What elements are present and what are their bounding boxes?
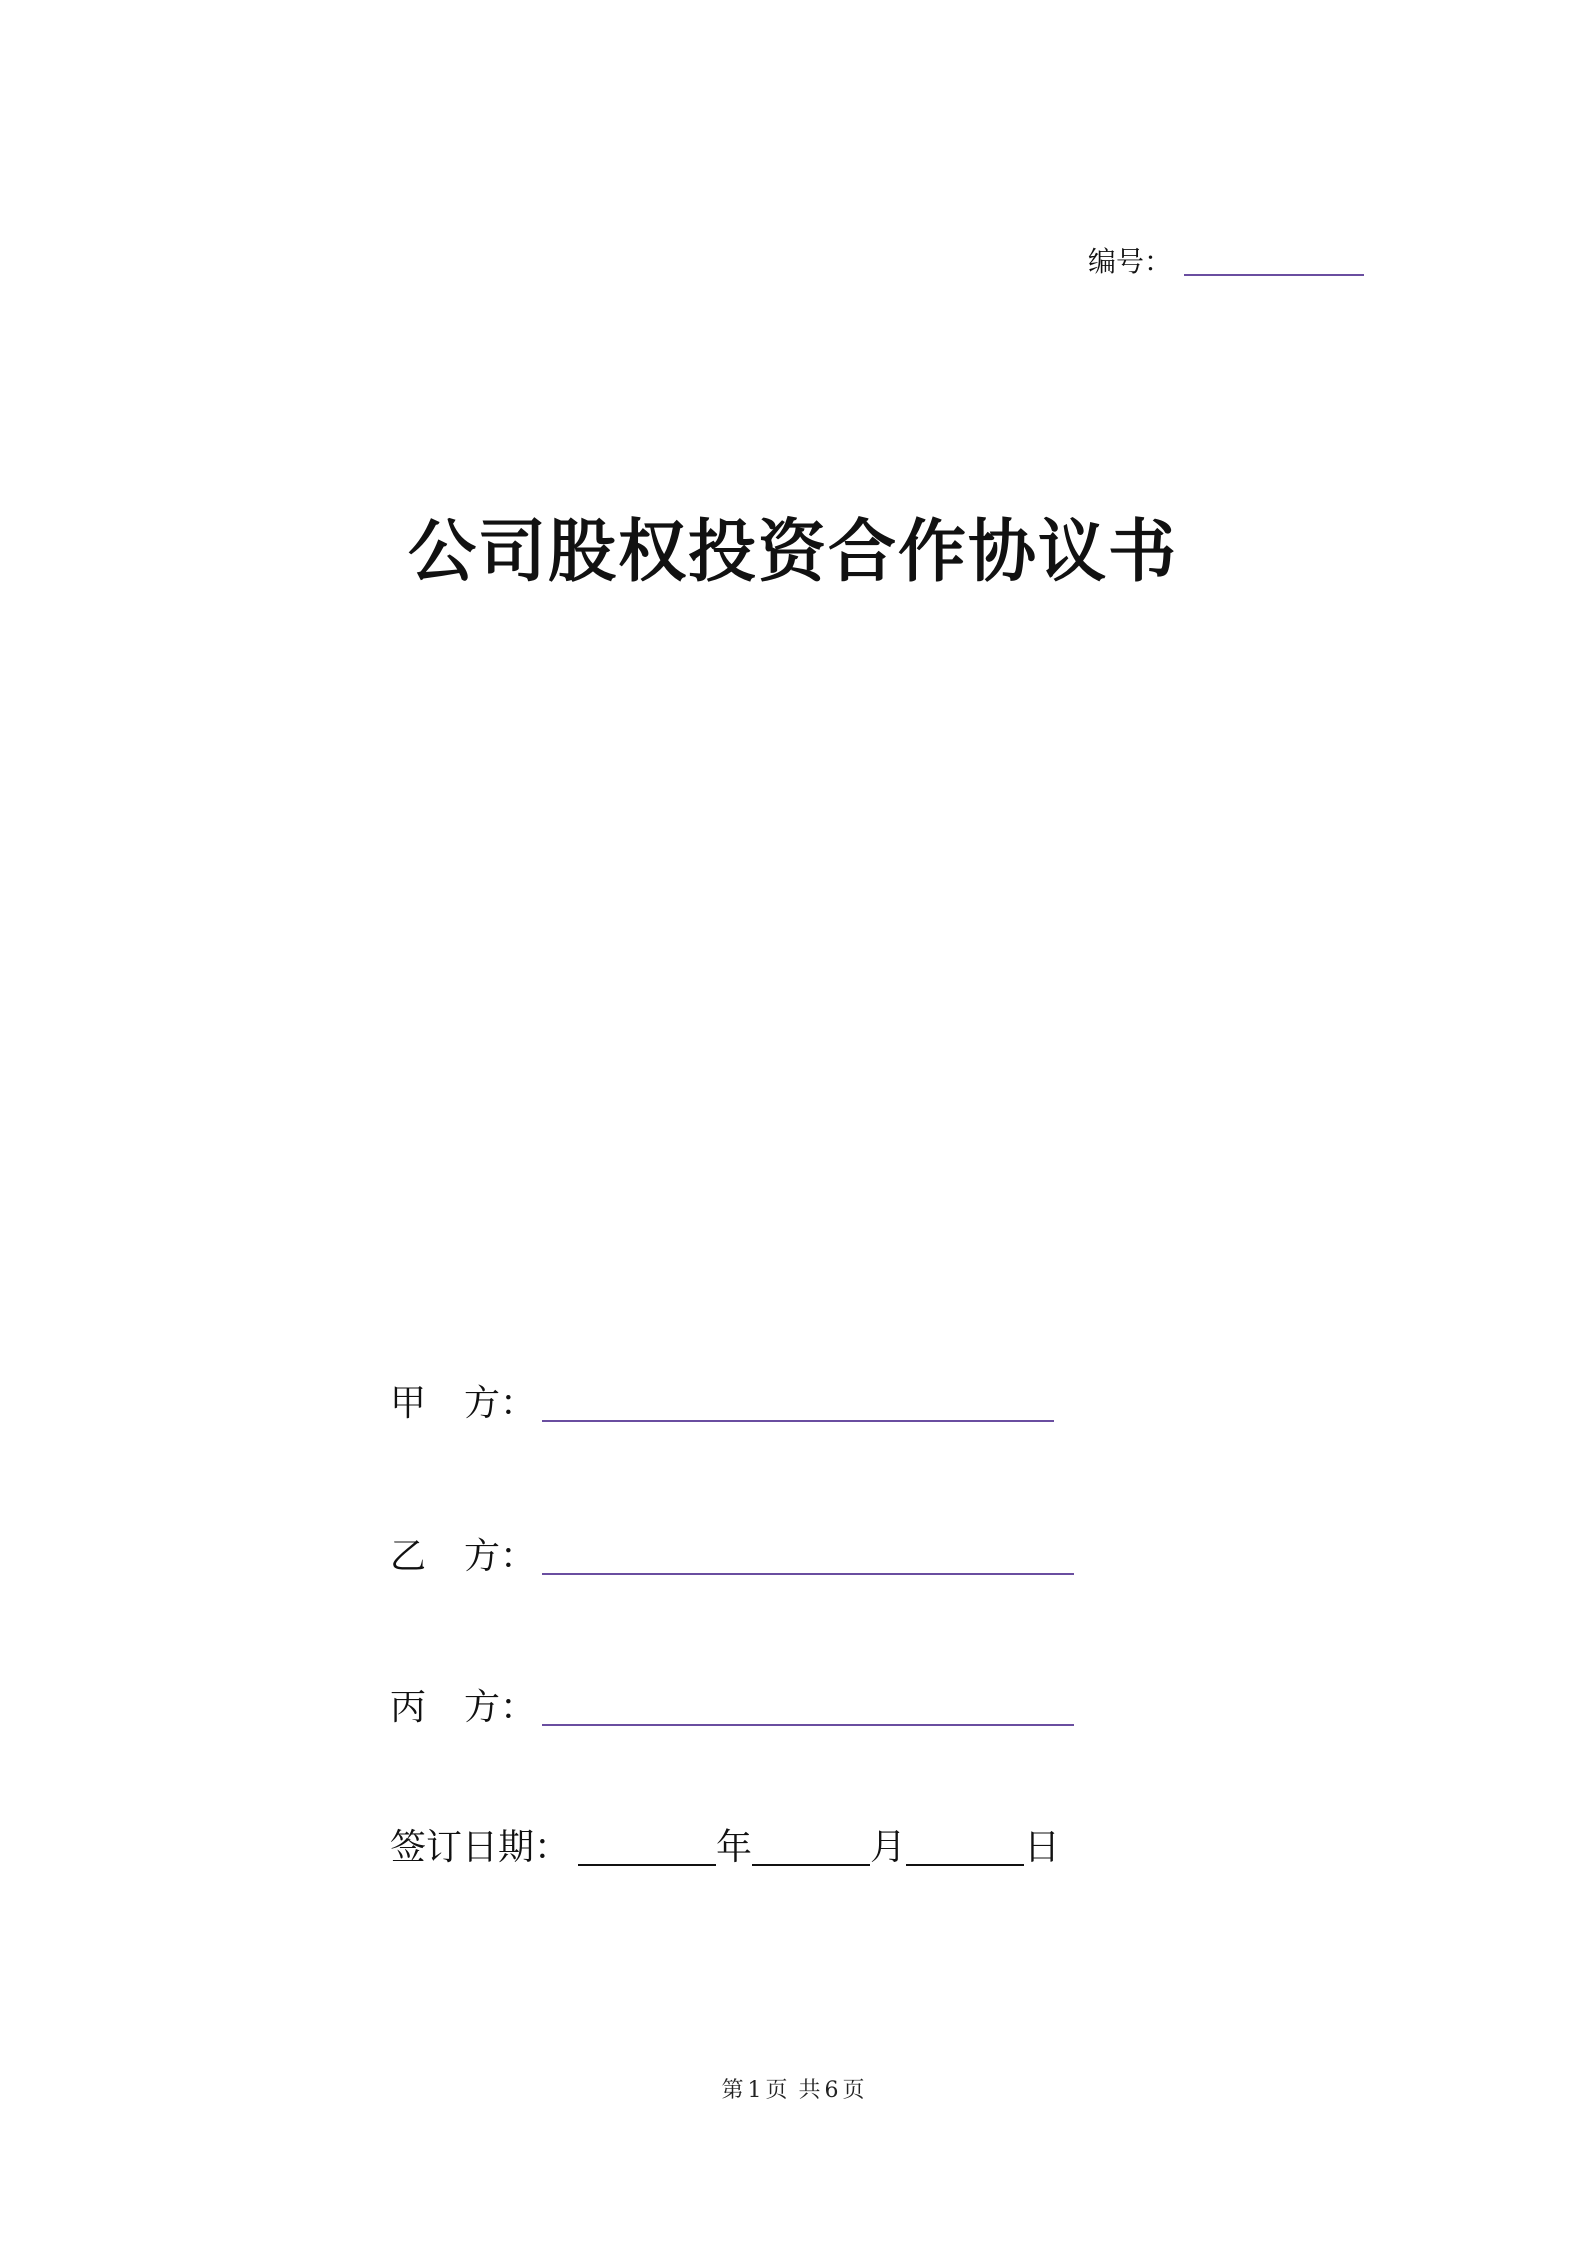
page-total-suffix: 页 (842, 2078, 865, 2103)
page-footer (0, 2076, 1586, 2106)
party-c-field[interactable] (542, 1688, 1074, 1726)
page-total-prefix: 共 (798, 2078, 821, 2103)
sign-month-field[interactable] (752, 1828, 870, 1866)
page-indicator-total (799, 2078, 865, 2103)
sign-year-field[interactable] (578, 1828, 716, 1866)
document-title: 公司股权投资合作协议书 (407, 512, 1178, 592)
sign-date-row (390, 1826, 1060, 1870)
party-a-row (390, 1382, 1054, 1426)
party-b-colon: ： (500, 1536, 537, 1577)
party-c-row (390, 1686, 1074, 1730)
document-number-field[interactable] (1184, 246, 1364, 276)
sign-year-unit: 年 (716, 1827, 753, 1868)
document-number-row (1088, 244, 1364, 280)
page-total-number: 6 (824, 2078, 839, 2103)
party-c-label-second: 方 (464, 1687, 501, 1728)
sign-day-field[interactable] (906, 1828, 1024, 1866)
party-a-field[interactable] (542, 1384, 1054, 1422)
page-current-suffix: 页 (765, 2078, 788, 2103)
page-current-prefix: 第 (721, 2078, 744, 2103)
sign-day-unit: 日 (1024, 1827, 1061, 1868)
party-b-label-second: 方 (464, 1536, 501, 1577)
party-a-colon: ： (500, 1383, 537, 1424)
page-current-number: 1 (747, 2078, 762, 2103)
party-b-field[interactable] (542, 1537, 1074, 1575)
party-a-label-first: 甲 (390, 1383, 427, 1424)
sign-date-label: 签订日期： (390, 1827, 571, 1868)
page-indicator-current (721, 2078, 787, 2103)
party-b-row (390, 1535, 1074, 1579)
party-a-label-second: 方 (464, 1383, 501, 1424)
sign-month-unit: 月 (870, 1827, 907, 1868)
document-number-label: 编号： (1088, 245, 1173, 278)
party-c-colon: ： (500, 1687, 537, 1728)
party-b-label-first: 乙 (390, 1536, 427, 1577)
party-c-label-first: 丙 (390, 1687, 427, 1728)
